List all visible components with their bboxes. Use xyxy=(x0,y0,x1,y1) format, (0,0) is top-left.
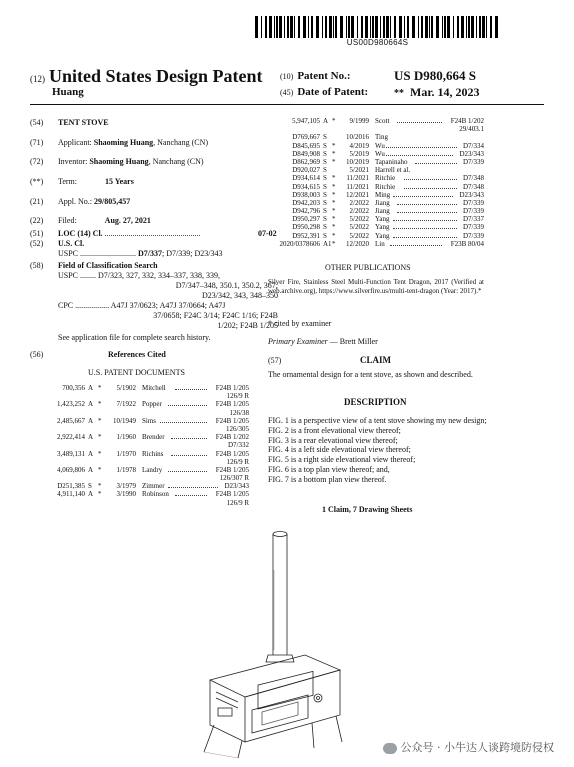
barcode-bar xyxy=(340,16,343,38)
reference-no: 1,423,252 xyxy=(57,400,85,409)
barcode-bar xyxy=(311,16,313,38)
reference-cl2: 126/305 xyxy=(226,424,249,433)
reference-n: Zimmer xyxy=(142,482,165,491)
reference-row xyxy=(268,166,484,174)
barcode-bar xyxy=(316,16,319,38)
foc-line: 1/202; F24B 1/205 xyxy=(217,321,278,330)
reference-n: Lin xyxy=(375,239,385,248)
barcode xyxy=(255,16,500,38)
reference-no: D942,203 xyxy=(292,198,320,207)
reference-cl: D7/334 xyxy=(463,141,484,150)
barcode-bar xyxy=(284,16,285,38)
reference-row-cont xyxy=(30,409,250,417)
barcode-bar xyxy=(404,16,405,38)
barcode-bar xyxy=(294,16,295,38)
reference-cl: D7/348 xyxy=(463,174,484,183)
reference-k: S xyxy=(323,157,327,166)
reference-s: * xyxy=(332,215,336,224)
reference-row xyxy=(30,466,250,474)
reference-cl2: 126/307 R xyxy=(219,474,249,483)
reference-n: Ritchie xyxy=(375,182,396,191)
reference-k: A1 xyxy=(323,239,332,248)
reference-s: * xyxy=(98,400,102,409)
reference-s: * xyxy=(332,223,336,232)
dot-leader xyxy=(386,147,457,148)
reference-row xyxy=(268,183,484,191)
barcode-bar xyxy=(276,16,278,38)
reference-no: 700,356 xyxy=(62,384,85,392)
reference-cl: F24B 1/205 xyxy=(215,449,249,458)
reference-cl: F24B 1/205 xyxy=(215,400,249,409)
reference-n: Wu xyxy=(375,149,385,158)
dot-leader xyxy=(397,122,442,123)
reference-d: 12/2020 xyxy=(346,239,369,248)
reference-no: 2,485,667 xyxy=(57,416,85,425)
reference-n: Ting xyxy=(375,133,388,142)
dot-leader xyxy=(393,220,457,221)
reference-s: * xyxy=(332,198,336,207)
reference-cl2: 126/38 xyxy=(229,408,249,417)
us-patent-docs-label: U.S. PATENT DOCUMENTS xyxy=(88,368,185,377)
reference-cl: D7/339 xyxy=(463,207,484,216)
barcode-bar xyxy=(412,16,415,38)
reference-s: * xyxy=(332,117,336,125)
reference-d: 1/1978 xyxy=(116,465,136,474)
reference-cl2: 126/9 R xyxy=(226,392,249,401)
reference-row xyxy=(268,158,484,166)
reference-cl: D23/343 xyxy=(459,190,484,199)
reference-cl: D7/339 xyxy=(463,231,484,240)
barcode-bar xyxy=(335,16,337,38)
reference-d: 2/2022 xyxy=(349,207,369,216)
reference-k: S xyxy=(323,231,327,240)
watermark: 公众号 · 小牛达人谈跨境防侵权 xyxy=(383,739,555,755)
barcode-bar xyxy=(287,16,289,38)
dot-leader xyxy=(404,179,457,180)
reference-row xyxy=(30,384,250,392)
barcode-bar xyxy=(372,16,374,38)
reference-no: D934,615 xyxy=(292,182,320,191)
reference-no: 4,069,806 xyxy=(57,465,85,474)
foc-lines xyxy=(58,271,278,343)
reference-row-cont xyxy=(30,458,250,466)
reference-s: * xyxy=(98,433,102,442)
reference-row xyxy=(268,133,484,141)
reference-row xyxy=(30,482,250,490)
barcode-bar xyxy=(346,16,347,38)
reference-row xyxy=(268,174,484,182)
barcode-bar xyxy=(261,16,262,38)
barcode-bar xyxy=(466,16,467,38)
inventor-surname: Huang xyxy=(52,86,84,98)
reference-s: * xyxy=(332,174,336,183)
reference-row-cont xyxy=(30,474,250,482)
foc-line: USPC ........ D7/323, 327, 332, 334–337, 338, 339, xyxy=(58,271,221,280)
reference-n: Popper xyxy=(142,400,162,409)
reference-row-cont xyxy=(30,392,250,400)
reference-n: Ritchie xyxy=(375,174,396,183)
dot-leader xyxy=(171,455,207,456)
reference-n: Robinson xyxy=(142,490,169,499)
barcode-bar xyxy=(425,16,428,38)
reference-no: 4,911,140 xyxy=(57,490,85,499)
barcode-bar xyxy=(468,16,470,38)
reference-cl: D23/343 xyxy=(224,482,249,491)
reference-cl: D7/337 xyxy=(463,215,484,224)
figure-description: FIG. 3 is a rear elevational view thereof; xyxy=(268,435,398,445)
barcode-bar xyxy=(399,16,402,38)
figure-description: FIG. 1 is a perspective view of a tent stove showing my new design; xyxy=(268,416,487,425)
reference-d: 5/2019 xyxy=(349,149,369,158)
reference-s: * xyxy=(98,384,102,392)
reference-n: Harrell et al. xyxy=(375,166,411,175)
reference-row-cont xyxy=(30,441,250,449)
reference-k: S xyxy=(323,182,327,191)
reference-k: S xyxy=(323,207,327,216)
reference-k: A xyxy=(88,490,94,499)
barcode-bar xyxy=(453,16,454,38)
reference-d: 3/1990 xyxy=(116,490,136,499)
barcode-bar xyxy=(274,16,275,38)
reference-s: * xyxy=(332,149,336,158)
patent-date: ** Mar. 14, 2023 xyxy=(394,85,480,99)
reference-n: Yang xyxy=(375,231,390,240)
reference-s: * xyxy=(98,449,102,458)
reference-no: D950,298 xyxy=(292,223,320,232)
reference-d: 4/2019 xyxy=(349,141,369,150)
dot-leader xyxy=(386,155,453,156)
claim-summary: 1 Claim, 7 Drawing Sheets xyxy=(322,505,413,514)
reference-cl2: 126/9 R xyxy=(226,498,249,507)
reference-cl: F24B 1/202 xyxy=(450,117,484,125)
foc-line: D23/342, 343, 348–350 xyxy=(202,291,278,300)
reference-n: Sims xyxy=(142,416,157,425)
foc-line: 37/0658; F24C 3/14; F24C 1/16; F24B xyxy=(153,311,278,320)
reference-k: S xyxy=(88,482,92,491)
dot-leader xyxy=(390,245,442,246)
barcode-bar xyxy=(265,16,267,38)
barcode-bar xyxy=(490,16,492,38)
figure-list xyxy=(268,416,488,485)
reference-k: S xyxy=(323,190,327,199)
reference-k: A xyxy=(88,449,94,458)
reference-s: * xyxy=(332,239,336,248)
reference-row xyxy=(268,240,484,248)
reference-k: A xyxy=(323,117,329,125)
reference-d: 3/1979 xyxy=(116,482,136,491)
reference-cl: F23B 80/04 xyxy=(450,239,484,248)
reference-d: 9/1999 xyxy=(349,117,369,125)
reference-n: Landry xyxy=(142,465,163,474)
dot-leader xyxy=(397,204,457,205)
barcode-bar xyxy=(255,16,258,38)
reference-row xyxy=(30,417,250,425)
barcode-bar xyxy=(322,16,323,38)
figure-description: FIG. 7 is a bottom plan view thereof. xyxy=(268,474,387,484)
reference-no: 2020/0378606 xyxy=(279,239,320,248)
reference-cl: F24B 1/205 xyxy=(215,384,249,392)
reference-d: 5/2021 xyxy=(349,166,369,175)
reference-no: 5,947,105 xyxy=(292,117,320,125)
primary-examiner: Primary Examiner — Brett Miller xyxy=(268,337,378,346)
barcode-bar xyxy=(308,16,309,38)
reference-s: * xyxy=(332,141,336,150)
dot-leader xyxy=(393,196,453,197)
barcode-bar xyxy=(370,16,371,38)
barcode-bar xyxy=(471,16,474,38)
barcode-bar xyxy=(329,16,332,38)
reference-n: Yang xyxy=(375,215,390,224)
reference-d: 1/1970 xyxy=(116,449,136,458)
reference-d: 7/1922 xyxy=(116,400,136,409)
barcode-bar xyxy=(279,16,282,38)
barcode-bar xyxy=(421,16,423,38)
reference-s: * xyxy=(332,190,336,199)
reference-no: D934,614 xyxy=(292,174,320,183)
reference-d: 10/2016 xyxy=(346,133,369,142)
barcode-bar xyxy=(361,16,363,38)
reference-d: 5/2022 xyxy=(349,223,369,232)
barcode-bar xyxy=(442,16,443,38)
reference-cl: F24B 1/205 xyxy=(215,416,249,425)
reference-d: 10/1949 xyxy=(113,416,136,425)
reference-n: Jiang xyxy=(375,207,390,216)
reference-d: 11/2021 xyxy=(346,182,369,191)
barcode-bar xyxy=(380,16,381,38)
reference-k: A xyxy=(88,433,94,442)
foc-line: CPC ................. A47J 37/0623; A47J 37/0664; A47J xyxy=(58,301,226,310)
dot-leader xyxy=(171,438,207,439)
reference-row xyxy=(268,117,484,125)
reference-row xyxy=(268,207,484,215)
barcode-bar xyxy=(351,16,354,38)
dot-leader xyxy=(175,389,207,390)
barcode-bar xyxy=(390,16,391,38)
reference-d: 5/2022 xyxy=(349,231,369,240)
reference-n: Brender xyxy=(142,433,165,442)
reference-k: S xyxy=(323,223,327,232)
barcode-bar xyxy=(436,16,439,38)
reference-s: * xyxy=(98,482,102,491)
barcode-bar xyxy=(269,16,272,38)
reference-row xyxy=(268,199,484,207)
claim-code: (57) xyxy=(268,356,282,365)
barcode-bar xyxy=(298,16,300,38)
barcode-bar xyxy=(482,16,485,38)
reference-row xyxy=(30,433,250,441)
cited-by-examiner: * cited by examiner xyxy=(268,319,332,328)
reference-s: * xyxy=(98,465,102,474)
reference-k: A xyxy=(88,465,94,474)
reference-s: * xyxy=(332,207,336,216)
barcode-bar xyxy=(431,16,433,38)
reference-d: 5/2022 xyxy=(349,215,369,224)
reference-cl: D7/348 xyxy=(463,182,484,191)
right-references-table xyxy=(268,117,484,248)
reference-d: 10/2019 xyxy=(346,157,369,166)
reference-no: D952,391 xyxy=(292,231,320,240)
reference-row xyxy=(268,223,484,231)
description-label: DESCRIPTION xyxy=(344,397,407,407)
barcode-bar xyxy=(375,16,378,38)
reference-s: * xyxy=(98,416,102,425)
barcode-bar xyxy=(429,16,430,38)
barcode-bar xyxy=(495,16,498,38)
barcode-bar xyxy=(486,16,487,38)
reference-no: D950,297 xyxy=(292,215,320,224)
reference-no: D862,969 xyxy=(292,157,320,166)
barcode-bar xyxy=(357,16,358,38)
dot-leader xyxy=(160,422,207,423)
foc-line: See application file for complete search history. xyxy=(58,333,211,342)
publication-number: US00D980664S xyxy=(346,38,409,47)
claim-label: CLAIM xyxy=(360,355,391,365)
figure-description: FIG. 6 is a top plan view thereof; and, xyxy=(268,464,390,474)
reference-n: Scott xyxy=(375,117,390,125)
reference-s: * xyxy=(98,490,102,499)
dot-leader xyxy=(168,405,207,406)
reference-n: Yang xyxy=(375,223,390,232)
date-label: (45) Date of Patent: xyxy=(280,86,369,98)
reference-cl2: 126/9 R xyxy=(226,457,249,466)
reference-no: D769,667 xyxy=(292,133,320,142)
barcode-bar xyxy=(394,16,396,38)
reference-row xyxy=(268,215,484,223)
barcode-bar xyxy=(407,16,409,38)
reference-k: S xyxy=(323,166,327,175)
reference-row xyxy=(268,191,484,199)
header-rule xyxy=(30,104,544,105)
foc-line: D7/347–348, 350.1, 350.2, 367; xyxy=(175,281,278,290)
reference-cl2: D7/332 xyxy=(228,441,249,450)
barcode-bar xyxy=(479,16,481,38)
barcode-bar xyxy=(325,16,327,38)
reference-no: D845,695 xyxy=(292,141,320,150)
other-publications-label: OTHER PUBLICATIONS xyxy=(325,263,411,272)
dot-leader xyxy=(404,188,457,189)
reference-s: * xyxy=(332,231,336,240)
reference-cl: D7/339 xyxy=(463,198,484,207)
reference-cl: D7/339 xyxy=(463,223,484,232)
reference-k: S xyxy=(323,174,327,183)
reference-cl: F24B 1/205 xyxy=(215,465,249,474)
tent-stove-drawing xyxy=(190,520,350,760)
reference-row xyxy=(30,450,250,458)
barcode-bar xyxy=(348,16,350,38)
dot-leader xyxy=(175,495,207,496)
reference-no: 3,489,131 xyxy=(57,449,85,458)
barcode-bar xyxy=(457,16,459,38)
reference-no: D938,003 xyxy=(292,190,320,199)
reference-no: 2,922,414 xyxy=(57,433,85,442)
reference-k: S xyxy=(323,141,327,150)
reference-cl2: 29/403.1 xyxy=(459,125,484,134)
patent-number-label: (10) Patent No.: xyxy=(280,70,351,82)
reference-row-cont xyxy=(268,125,484,133)
reference-k: S xyxy=(323,149,327,158)
wechat-icon xyxy=(383,743,397,754)
document-type: (12) United States Design Patent xyxy=(30,66,263,86)
reference-d: 11/2021 xyxy=(346,174,369,183)
reference-k: S xyxy=(323,215,327,224)
reference-n: Ming xyxy=(375,190,391,199)
figure-description: FIG. 2 is a front elevational view thereof; xyxy=(268,425,401,435)
dot-leader xyxy=(393,228,457,229)
reference-k: A xyxy=(88,400,94,409)
reference-n: Jiang xyxy=(375,198,390,207)
reference-no: D920,027 xyxy=(292,166,320,175)
reference-row xyxy=(30,490,250,498)
barcode-bar xyxy=(461,16,464,38)
reference-d: 5/1902 xyxy=(116,384,136,392)
other-publication-text: Silver Fire, Stainless Steel Multi-Function Tent Dragon, 2017 (Verified at web.archive.org), https://www.silverfire.us/multi-tent-dragon (Year: 2017).* xyxy=(268,278,484,295)
left-references-table xyxy=(30,384,250,507)
barcode-bar xyxy=(444,16,446,38)
barcode-bar xyxy=(383,16,385,38)
reference-k: A xyxy=(88,416,94,425)
reference-row xyxy=(268,232,484,240)
reference-row xyxy=(268,142,484,150)
dot-leader xyxy=(415,163,457,164)
barcode-bar xyxy=(418,16,419,38)
reference-n: Wu xyxy=(375,141,385,150)
reference-d: 2/2022 xyxy=(349,198,369,207)
reference-s: * xyxy=(332,157,336,166)
reference-n: Mitchell xyxy=(142,384,166,392)
barcode-bar xyxy=(303,16,306,38)
barcode-bar xyxy=(447,16,450,38)
claim-text: The ornamental design for a tent stove, as shown and described. xyxy=(268,370,473,379)
reference-cl: F24B 1/205 xyxy=(215,490,249,499)
reference-row-cont xyxy=(30,499,250,507)
barcode-bar xyxy=(476,16,477,38)
dot-leader xyxy=(168,471,207,472)
figure-description: FIG. 4 is a left side elevational view thereof; xyxy=(268,445,411,455)
dot-leader xyxy=(168,487,219,488)
reference-row xyxy=(30,400,250,408)
reference-d: 12/2021 xyxy=(346,190,369,199)
reference-cl: D23/343 xyxy=(459,149,484,158)
dot-leader xyxy=(397,212,457,213)
reference-row xyxy=(268,150,484,158)
reference-n: Richins xyxy=(142,449,164,458)
reference-s: * xyxy=(332,182,336,191)
barcode-bar xyxy=(290,16,293,38)
dot-leader xyxy=(393,237,457,238)
reference-k: A xyxy=(88,384,94,392)
reference-k: S xyxy=(323,198,327,207)
reference-cl: F24B 1/202 xyxy=(215,433,249,442)
reference-no: D942,796 xyxy=(292,207,320,216)
reference-cl: D7/339 xyxy=(463,157,484,166)
barcode-bar xyxy=(386,16,389,38)
reference-no: D849,908 xyxy=(292,149,320,158)
patent-number: US D980,664 S xyxy=(394,68,476,83)
reference-no: D251,385 xyxy=(57,482,85,491)
reference-k: S xyxy=(323,133,327,142)
barcode-bar xyxy=(365,16,368,38)
reference-n: Tapaninaho xyxy=(375,157,408,166)
reference-row-cont xyxy=(30,425,250,433)
barcode-bar xyxy=(333,16,334,38)
figure-description: FIG. 5 is a right side elevational view thereof; xyxy=(268,455,416,465)
reference-d: 1/1960 xyxy=(116,433,136,442)
